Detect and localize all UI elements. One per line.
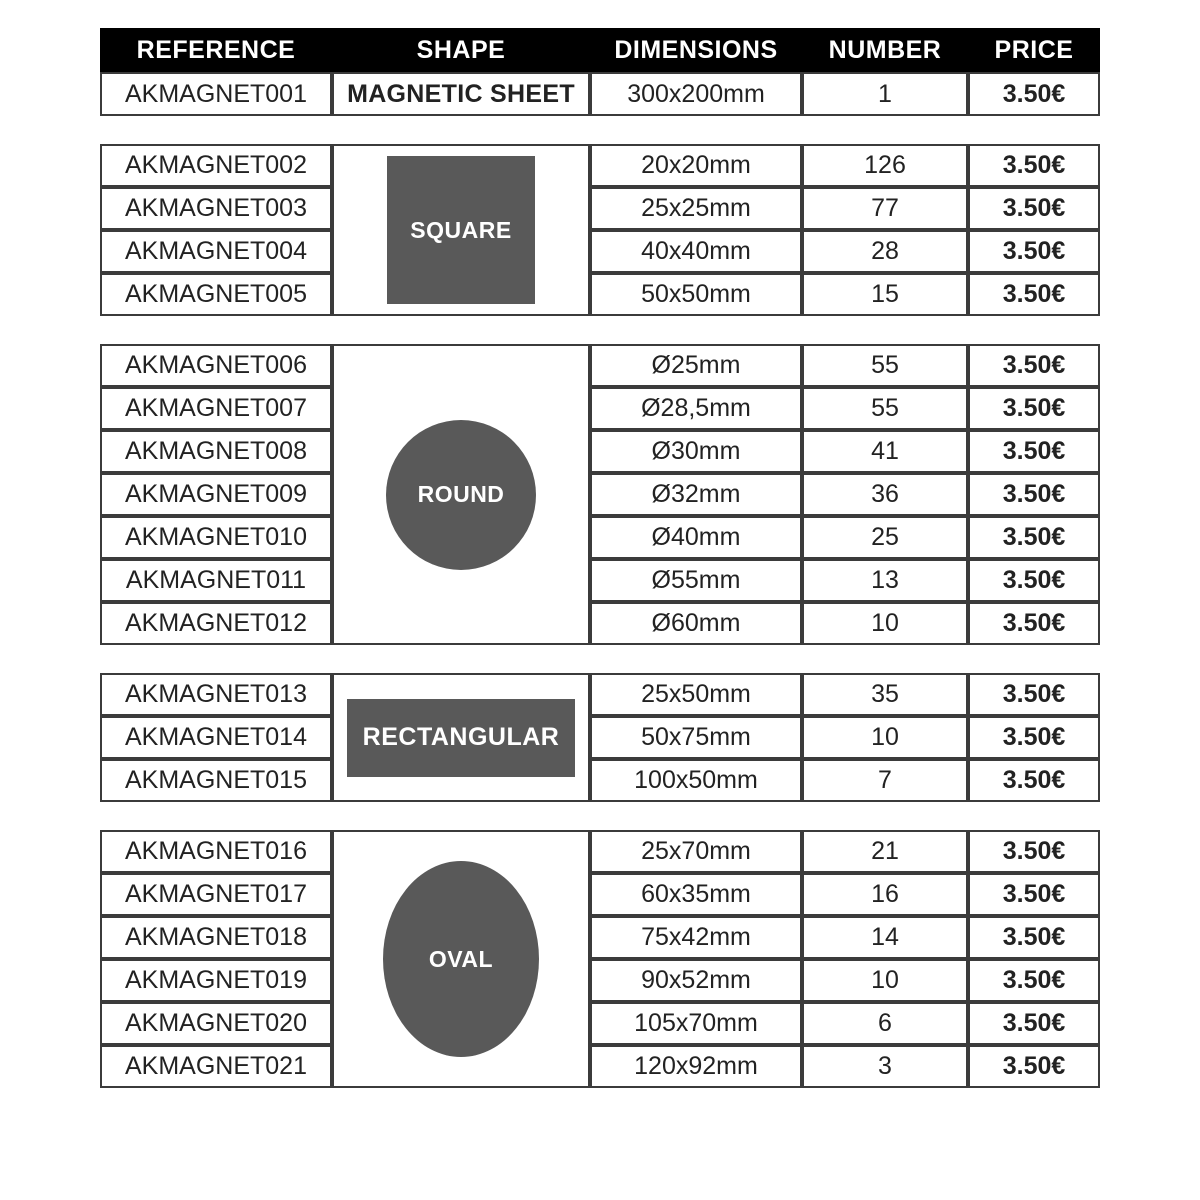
- table-row[interactable]: [100, 516, 1100, 559]
- group-round: [100, 344, 1100, 645]
- table-row[interactable]: [100, 230, 1100, 273]
- cell-dimensions: Ø60mm: [590, 602, 802, 645]
- cell-reference: AKMAGNET010: [100, 516, 332, 559]
- cell-number: 10: [802, 716, 968, 759]
- cell-dimensions: 75x42mm: [590, 916, 802, 959]
- cell-price: 3.50€: [968, 72, 1100, 116]
- cell-price: 3.50€: [968, 187, 1100, 230]
- cell-price: 3.50€: [968, 873, 1100, 916]
- cell-reference: AKMAGNET008: [100, 430, 332, 473]
- cell-dimensions: 25x70mm: [590, 830, 802, 873]
- table-oval: [100, 830, 1100, 1088]
- table-row[interactable]: [100, 473, 1100, 516]
- cell-shape-graphic: [332, 830, 590, 1088]
- cell-dimensions: 90x52mm: [590, 959, 802, 1002]
- cell-number: 41: [802, 430, 968, 473]
- table-magnetic-sheet: [100, 72, 1100, 116]
- cell-dimensions: Ø40mm: [590, 516, 802, 559]
- cell-dimensions: 105x70mm: [590, 1002, 802, 1045]
- cell-reference: AKMAGNET001: [100, 72, 332, 116]
- group-rectangular: [100, 673, 1100, 802]
- cell-number: 25: [802, 516, 968, 559]
- cell-shape-graphic: [332, 673, 590, 802]
- cell-price: 3.50€: [968, 830, 1100, 873]
- table-row[interactable]: [100, 873, 1100, 916]
- cell-number: 126: [802, 144, 968, 187]
- table-row[interactable]: [100, 72, 1100, 116]
- table-row[interactable]: [100, 273, 1100, 316]
- table-row[interactable]: [100, 430, 1100, 473]
- cell-reference: AKMAGNET007: [100, 387, 332, 430]
- cell-reference: AKMAGNET011: [100, 559, 332, 602]
- cell-dimensions: 100x50mm: [590, 759, 802, 802]
- table-row[interactable]: [100, 716, 1100, 759]
- cell-price: 3.50€: [968, 144, 1100, 187]
- cell-dimensions: 50x75mm: [590, 716, 802, 759]
- cell-dimensions: Ø28,5mm: [590, 387, 802, 430]
- table-row[interactable]: [100, 1045, 1100, 1088]
- table-row[interactable]: [100, 187, 1100, 230]
- cell-dimensions: 50x50mm: [590, 273, 802, 316]
- group-magnetic-sheet: [100, 72, 1100, 116]
- square-shape-icon: [387, 156, 535, 304]
- cell-reference: AKMAGNET016: [100, 830, 332, 873]
- cell-dimensions: Ø32mm: [590, 473, 802, 516]
- cell-price: 3.50€: [968, 559, 1100, 602]
- cell-price: 3.50€: [968, 1045, 1100, 1088]
- cell-dimensions: 25x25mm: [590, 187, 802, 230]
- cell-price: 3.50€: [968, 716, 1100, 759]
- cell-price: 3.50€: [968, 959, 1100, 1002]
- cell-dimensions: 40x40mm: [590, 230, 802, 273]
- cell-shape-graphic: [332, 344, 590, 645]
- cell-number: 10: [802, 959, 968, 1002]
- cell-dimensions: 25x50mm: [590, 673, 802, 716]
- cell-price: 3.50€: [968, 916, 1100, 959]
- shape-wrap: [334, 832, 588, 1086]
- cell-dimensions: 120x92mm: [590, 1045, 802, 1088]
- cell-number: 77: [802, 187, 968, 230]
- cell-price: 3.50€: [968, 673, 1100, 716]
- table-square: [100, 144, 1100, 316]
- column-header-dimensions: DIMENSIONS: [614, 36, 778, 64]
- cell-price: 3.50€: [968, 759, 1100, 802]
- table-row[interactable]: [100, 559, 1100, 602]
- table-row[interactable]: [100, 759, 1100, 802]
- group-oval: [100, 830, 1100, 1088]
- shape-wrap: [334, 675, 588, 800]
- shape-wrap: [334, 146, 588, 314]
- cell-reference: AKMAGNET018: [100, 916, 332, 959]
- cell-reference: AKMAGNET003: [100, 187, 332, 230]
- cell-number: 16: [802, 873, 968, 916]
- cell-dimensions: 300x200mm: [590, 72, 802, 116]
- cell-reference: AKMAGNET002: [100, 144, 332, 187]
- table-row[interactable]: [100, 673, 1100, 716]
- column-header-price: PRICE: [994, 36, 1074, 64]
- table-header: [100, 28, 1100, 72]
- table-round: [100, 344, 1100, 645]
- cell-price: 3.50€: [968, 473, 1100, 516]
- cell-number: 7: [802, 759, 968, 802]
- cell-price: 3.50€: [968, 430, 1100, 473]
- cell-number: 1: [802, 72, 968, 116]
- cell-shape-graphic: [332, 144, 590, 316]
- cell-price: 3.50€: [968, 273, 1100, 316]
- cell-reference: AKMAGNET013: [100, 673, 332, 716]
- cell-number: 55: [802, 387, 968, 430]
- table-row[interactable]: [100, 959, 1100, 1002]
- table-row[interactable]: [100, 1002, 1100, 1045]
- table-row[interactable]: [100, 602, 1100, 645]
- cell-number: 14: [802, 916, 968, 959]
- table-row[interactable]: [100, 916, 1100, 959]
- rectangle-shape-icon: [347, 699, 575, 777]
- cell-number: 13: [802, 559, 968, 602]
- cell-reference: AKMAGNET006: [100, 344, 332, 387]
- cell-reference: AKMAGNET017: [100, 873, 332, 916]
- cell-number: 36: [802, 473, 968, 516]
- cell-price: 3.50€: [968, 1002, 1100, 1045]
- cell-reference: AKMAGNET019: [100, 959, 332, 1002]
- cell-reference: AKMAGNET015: [100, 759, 332, 802]
- cell-number: 6: [802, 1002, 968, 1045]
- cell-price: 3.50€: [968, 344, 1100, 387]
- cell-price: 3.50€: [968, 387, 1100, 430]
- shape-label: ROUND: [417, 481, 505, 507]
- cell-price: 3.50€: [968, 516, 1100, 559]
- cell-price: 3.50€: [968, 602, 1100, 645]
- cell-number: 28: [802, 230, 968, 273]
- table-row[interactable]: [100, 144, 1100, 187]
- shape-label: RECTANGULAR: [362, 723, 560, 751]
- cell-number: 3: [802, 1045, 968, 1088]
- cell-reference: AKMAGNET021: [100, 1045, 332, 1088]
- cell-dimensions: Ø55mm: [590, 559, 802, 602]
- table-rectangular: [100, 673, 1100, 802]
- cell-number: 10: [802, 602, 968, 645]
- cell-dimensions: Ø25mm: [590, 344, 802, 387]
- cell-price: 3.50€: [968, 230, 1100, 273]
- table-row[interactable]: [100, 830, 1100, 873]
- cell-number: 15: [802, 273, 968, 316]
- cell-reference: AKMAGNET004: [100, 230, 332, 273]
- oval-shape-icon: [383, 861, 539, 1057]
- cell-number: 21: [802, 830, 968, 873]
- cell-dimensions: 20x20mm: [590, 144, 802, 187]
- cell-shape-label: MAGNETIC SHEET: [332, 72, 590, 116]
- shape-label: SQUARE: [410, 216, 512, 243]
- cell-dimensions: 60x35mm: [590, 873, 802, 916]
- cell-reference: AKMAGNET014: [100, 716, 332, 759]
- table-row[interactable]: [100, 344, 1100, 387]
- table-row[interactable]: [100, 387, 1100, 430]
- cell-number: 55: [802, 344, 968, 387]
- shape-label: OVAL: [428, 945, 494, 972]
- column-header-number: NUMBER: [828, 36, 942, 64]
- cell-number: 35: [802, 673, 968, 716]
- group-square: [100, 144, 1100, 316]
- column-header-shape: SHAPE: [416, 36, 506, 64]
- circle-shape-icon: [386, 420, 536, 570]
- column-header-reference: REFERENCE: [136, 36, 296, 64]
- cell-reference: AKMAGNET005: [100, 273, 332, 316]
- shape-wrap: [334, 346, 588, 643]
- cell-dimensions: Ø30mm: [590, 430, 802, 473]
- cell-reference: AKMAGNET012: [100, 602, 332, 645]
- cell-reference: AKMAGNET020: [100, 1002, 332, 1045]
- cell-reference: AKMAGNET009: [100, 473, 332, 516]
